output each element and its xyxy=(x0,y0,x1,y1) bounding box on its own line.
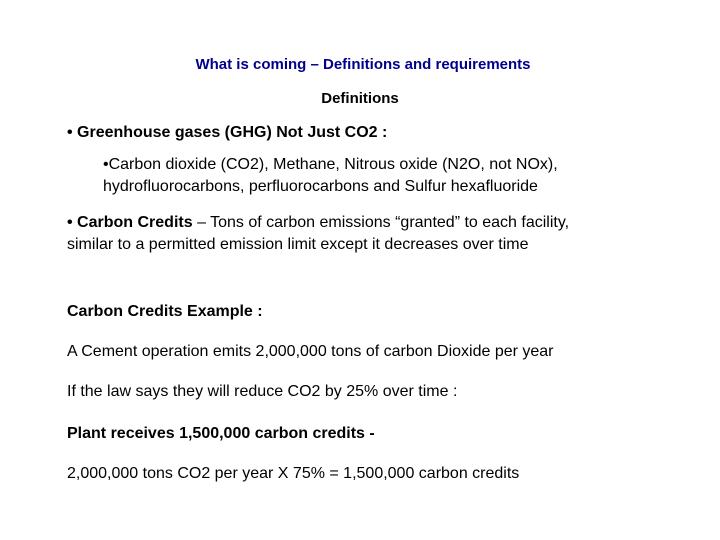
carbon-credits-line-2: similar to a permitted emission limit except it decreases over time xyxy=(67,236,529,253)
carbon-credits-term: • Carbon Credits xyxy=(67,214,193,231)
example-line-credits-received: Plant receives 1,500,000 carbon credits - xyxy=(67,425,375,442)
slide-title-text: What is coming – Definitions and requirements xyxy=(195,56,531,73)
example-heading: Carbon Credits Example : xyxy=(67,303,263,320)
slide-subtitle xyxy=(0,89,720,109)
example-line-calculation: 2,000,000 tons CO2 per year X 75% = 1,500,000 carbon credits xyxy=(67,465,520,482)
example-line-emissions: A Cement operation emits 2,000,000 tons of carbon Dioxide per year xyxy=(67,343,554,360)
ghg-sub-line-1: •Carbon dioxide (CO2), Methane, Nitrous oxide (N2O, not NOx), xyxy=(103,156,558,173)
ghg-bullet: • Greenhouse gases (GHG) Not Just CO2 : xyxy=(67,124,388,141)
carbon-credits-definition: – Tons of carbon emissions “granted” to each facility, xyxy=(192,214,570,231)
slide-title xyxy=(0,55,720,75)
example-line-law: If the law says they will reduce CO2 by 25% over time : xyxy=(67,383,458,400)
slide-subtitle-text: Definitions xyxy=(321,90,399,107)
ghg-sub-line-2: hydrofluorocarbons, perfluorocarbons and Sulfur hexafluoride xyxy=(103,178,538,195)
carbon-credits-line-1 xyxy=(67,213,569,233)
